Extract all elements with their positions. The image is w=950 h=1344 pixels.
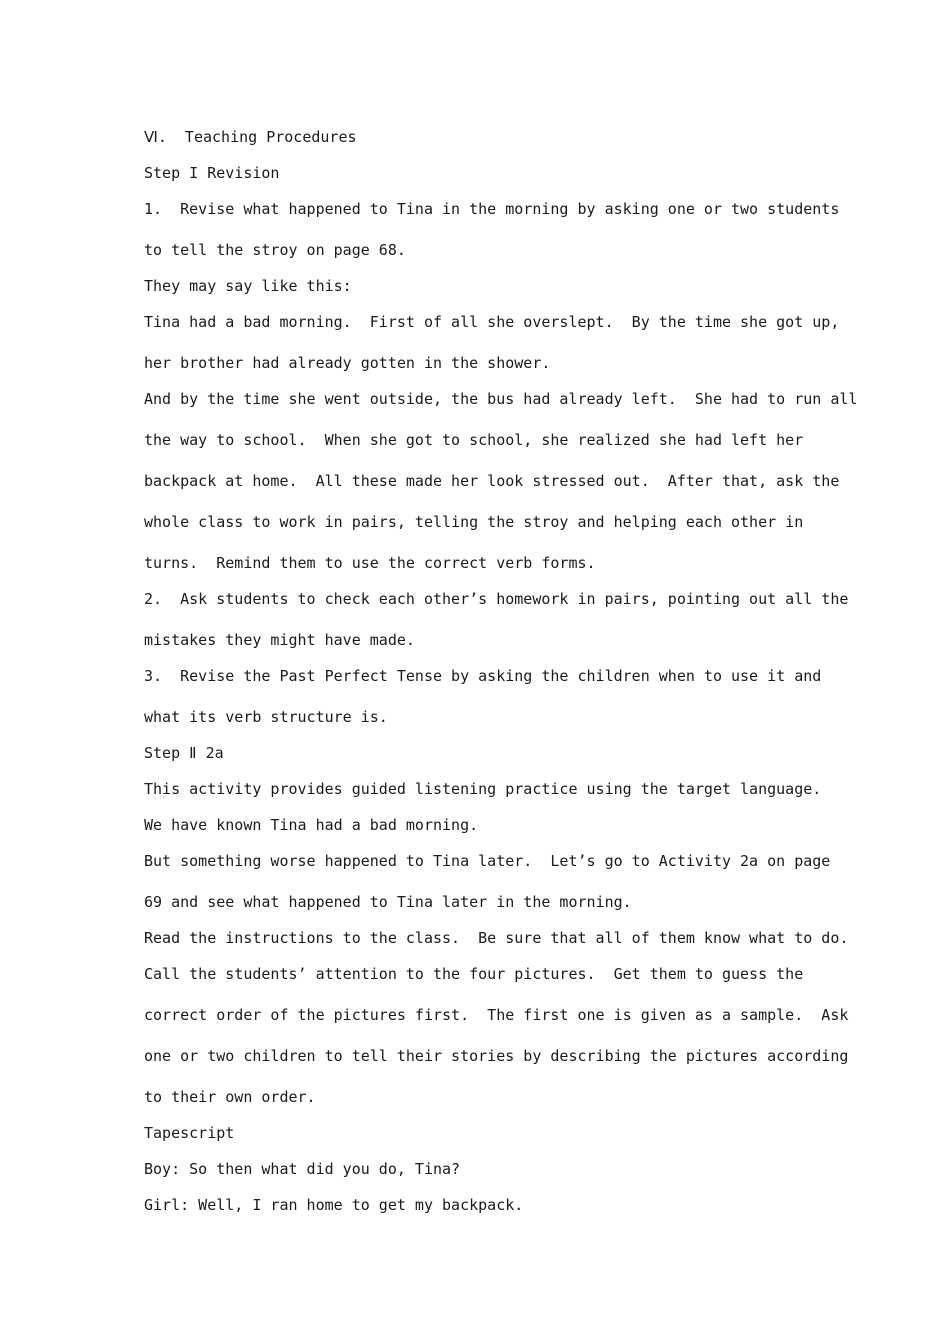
step-heading: Step Ⅱ 2a (144, 744, 224, 762)
section-heading: Ⅵ. Teaching Procedures (144, 128, 357, 146)
paragraph-line: And by the time she went outside, the bus had already left. She had to run all (144, 390, 858, 408)
paragraph-line: to tell the stroy on page 68. (144, 241, 406, 259)
paragraph-line: her brother had already gotten in the shower. (144, 354, 551, 372)
paragraph-line: one or two children to tell their stories by describing the pictures according (144, 1047, 849, 1065)
paragraph-line: what its verb structure is. (144, 708, 388, 726)
dialogue-line: Boy: So then what did you do, Tina? (144, 1160, 461, 1178)
paragraph-line: We have known Tina had a bad morning. (144, 816, 479, 834)
paragraph-line: 1. Revise what happened to Tina in the morning by asking one or two students (144, 200, 840, 218)
paragraph-line: 69 and see what happened to Tina later in the morning. (144, 893, 632, 911)
paragraph-line: Call the students’ attention to the four pictures. Get them to guess the (144, 965, 804, 983)
paragraph-line: Tina had a bad morning. First of all she overslept. By the time she got up, (144, 313, 840, 331)
paragraph-line: 3. Revise the Past Perfect Tense by asking the children when to use it and (144, 667, 822, 685)
dialogue-line: Girl: Well, I ran home to get my backpack. (144, 1196, 524, 1214)
paragraph-line: Read the instructions to the class. Be sure that all of them know what to do. (144, 929, 849, 947)
paragraph-line: mistakes they might have made. (144, 631, 415, 649)
paragraph-line: 2. Ask students to check each other’s homework in pairs, pointing out all the (144, 590, 849, 608)
paragraph-line: turns. Remind them to use the correct verb forms. (144, 554, 596, 572)
step-heading: Step I Revision (144, 164, 280, 182)
paragraph-line: But something worse happened to Tina later. Let’s go to Activity 2a on page (144, 852, 831, 870)
paragraph-line: to their own order. (144, 1088, 316, 1106)
paragraph-line: whole class to work in pairs, telling the stroy and helping each other in (144, 513, 804, 531)
paragraph-line: backpack at home. All these made her look stressed out. After that, ask the (144, 472, 840, 490)
paragraph-line: correct order of the pictures first. The first one is given as a sample. Ask (144, 1006, 849, 1024)
tapescript-heading: Tapescript (144, 1124, 235, 1142)
paragraph-line: This activity provides guided listening practice using the target language. (144, 780, 822, 798)
paragraph-line: They may say like this: (144, 277, 352, 295)
paragraph-line: the way to school. When she got to school, she realized she had left her (144, 431, 804, 449)
